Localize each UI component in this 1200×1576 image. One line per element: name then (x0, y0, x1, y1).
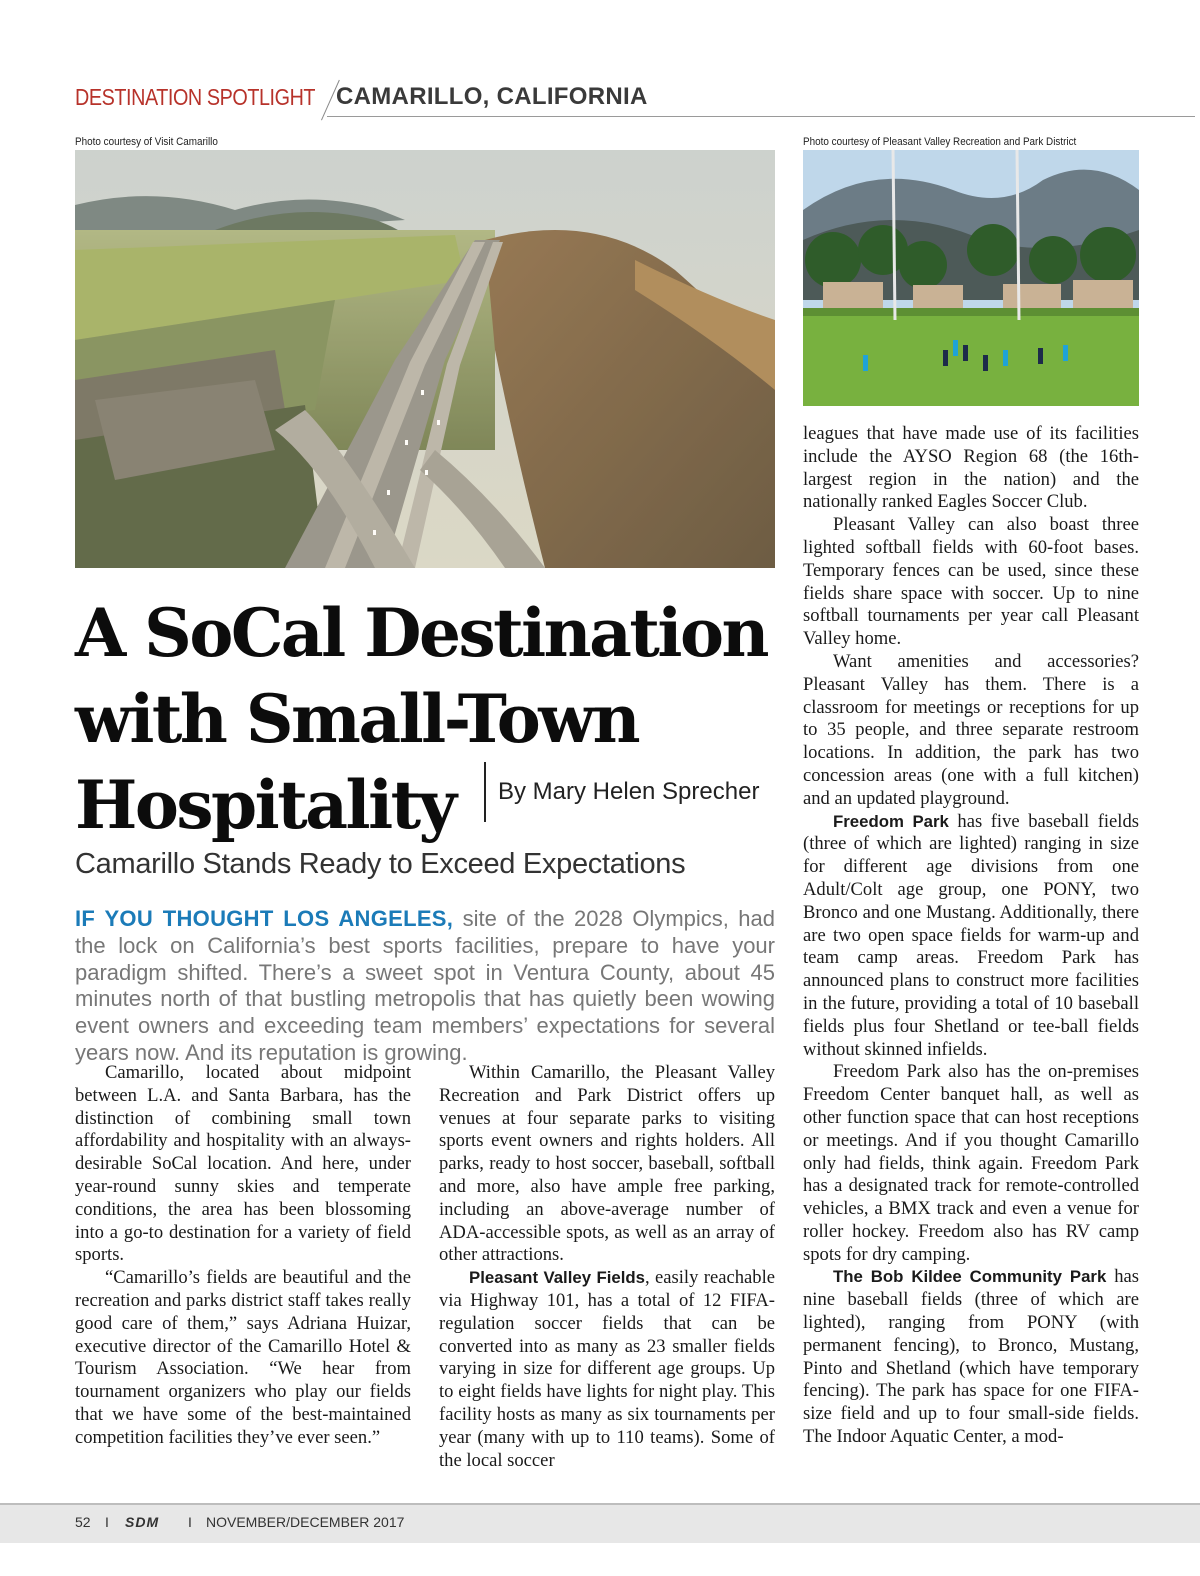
body-paragraph: Want amenities and accessories? Pleasant Valley has them. There is a classroom for meetings or receptions for up to 35 people, and three separate restroom locations. In addition, the park has two concession areas (one with a full kitchen) and an updated playground. (803, 650, 1139, 809)
body-text: has five baseball fields (three of which are lighted) ranging in size for different age divisions from one Adult/Colt age group, one PONY, two Bronco and one Mustang. Additionally, there are two open space fields for warm-up and team camp areas. Freedom Park has announced plans to construct more facilities in the future, providing a total of 10 baseball fields plus four Shetland or tee-ball fields without skinned infields. (803, 810, 1139, 1060)
aerial-highway-photo (75, 150, 775, 568)
article-headline (75, 590, 795, 848)
headline-line: A SoCal Destination (75, 594, 767, 672)
subhead-pleasant-valley: Pleasant Valley Fields (469, 1268, 645, 1288)
page-footer (0, 1503, 1200, 1543)
section-header (75, 80, 1195, 120)
body-text: , easily reachable via Highway 101, has a total of 12 FIFA-regulation soccer fields that can be converted into as many as 23 smaller fields varying in size for different age groups. Up to eight fields have lights for night play. This facility hosts as many as six tournaments per year (many with up to 110 teams). Some of the local soccer (439, 1267, 775, 1471)
main-photo-credit: Photo courtesy of Visit Camarillo (75, 136, 218, 148)
body-paragraph: “Camarillo’s fields are beautiful and the recreation and parks district staff takes really good care of them,” says Adriana Huizar, executive director of the Camarillo Hotel & Tourism Association. “We hear from tournament organizers who play our fields that we have some of the best-maintained competition facilities they’ve ever seen.” (75, 1267, 411, 1448)
body-paragraph (439, 1267, 775, 1472)
footer-separator: I (105, 1514, 109, 1530)
section-label: DESTINATION SPOTLIGHT (75, 84, 316, 110)
footer-rule (0, 1503, 1200, 1505)
soccer-fields-photo (803, 150, 1139, 406)
magazine-logo: SDM (125, 1514, 160, 1530)
body-column-3 (803, 423, 1139, 1449)
body-paragraph (803, 1266, 1139, 1448)
section-location: CAMARILLO, CALIFORNIA (336, 83, 648, 110)
intro-paragraph (75, 906, 775, 1067)
body-paragraph: Freedom Park also has the on-premises Freedom Center banquet hall, as well as other function space that can host receptions or meetings. And if you thought Camarillo only had fields, think again. Freedom Park has a designated track for remote-controlled vehicles, a BMX track and even a venue for roller hockey. Freedom also has RV camp spots for dry camping. (803, 1061, 1139, 1265)
page-number: 52 (75, 1514, 91, 1530)
body-column-2 (439, 1062, 775, 1472)
subhead-bob-kildee: The Bob Kildee Community Park (833, 1267, 1107, 1287)
body-paragraph (803, 811, 1139, 1062)
body-column-1 (75, 1062, 411, 1450)
body-paragraph: Pleasant Valley can also boast three lighted softball fields with 60-foot bases. Temporary fences can be used, since these fields share space with soccer. Up to nine softball tournaments per year call Pleasant Valley home. (803, 514, 1139, 650)
byline: By Mary Helen Sprecher (498, 778, 760, 805)
side-photo-credit: Photo courtesy of Pleasant Valley Recreation and Park District (803, 136, 1077, 148)
intro-lead: IF YOU THOUGHT LOS ANGELES, (75, 906, 454, 931)
issue-date: NOVEMBER/DECEMBER 2017 (206, 1514, 405, 1530)
byline-divider (484, 762, 486, 822)
body-text: has nine baseball fields (three of which are lighted), ranging from PONY (with permanent fencing), to Bronco, Mustang, Pinto and Shetland (which have temporary fencing). The park has space for one FIFA-size field and up to four small-side fields. The Indoor Aquatic Center, a mod- (803, 1266, 1139, 1448)
headline-line: Hospitality (75, 766, 455, 844)
intro-text: site of the 2028 Olympics, had the lock on California’s best sports facilities, prepare to have your paradigm shifted. There’s a sweet spot in Ventura County, about 45 minutes north of that bustling metropolis that has quietly been wowing event owners and exceeding team members’ expectations for several years now. And its reputation is growing. (75, 906, 775, 1065)
footer-separator: I (188, 1514, 192, 1530)
subhead-freedom-park: Freedom Park (833, 811, 949, 831)
header-rule (327, 116, 1195, 117)
headline-line: with Small-Town (75, 680, 639, 758)
body-paragraph: leagues that have made use of its facilities include the AYSO Region 68 (the 16th-largest region in the nation) and the nationally ranked Eagles Soccer Club. (803, 423, 1139, 513)
article-dek: Camarillo Stands Ready to Exceed Expectations (75, 848, 686, 880)
body-paragraph: Camarillo, located about midpoint between L.A. and Santa Barbara, has the distinction of combining small town affordability and hospitality with an always-desirable SoCal location. And here, under year-round sunny skies and temperate conditions, the area has been blossoming into a go-to destination for a variety of field sports. (75, 1062, 411, 1266)
body-paragraph: Within Camarillo, the Pleasant Valley Recreation and Park District offers up venues at four separate parks to visiting sports event owners and rights holders. All parks, ready to host soccer, baseball, softball and more, also have ample free parking, including an above-average number of ADA-accessible spots, as well as an array of other attractions. (439, 1062, 775, 1266)
